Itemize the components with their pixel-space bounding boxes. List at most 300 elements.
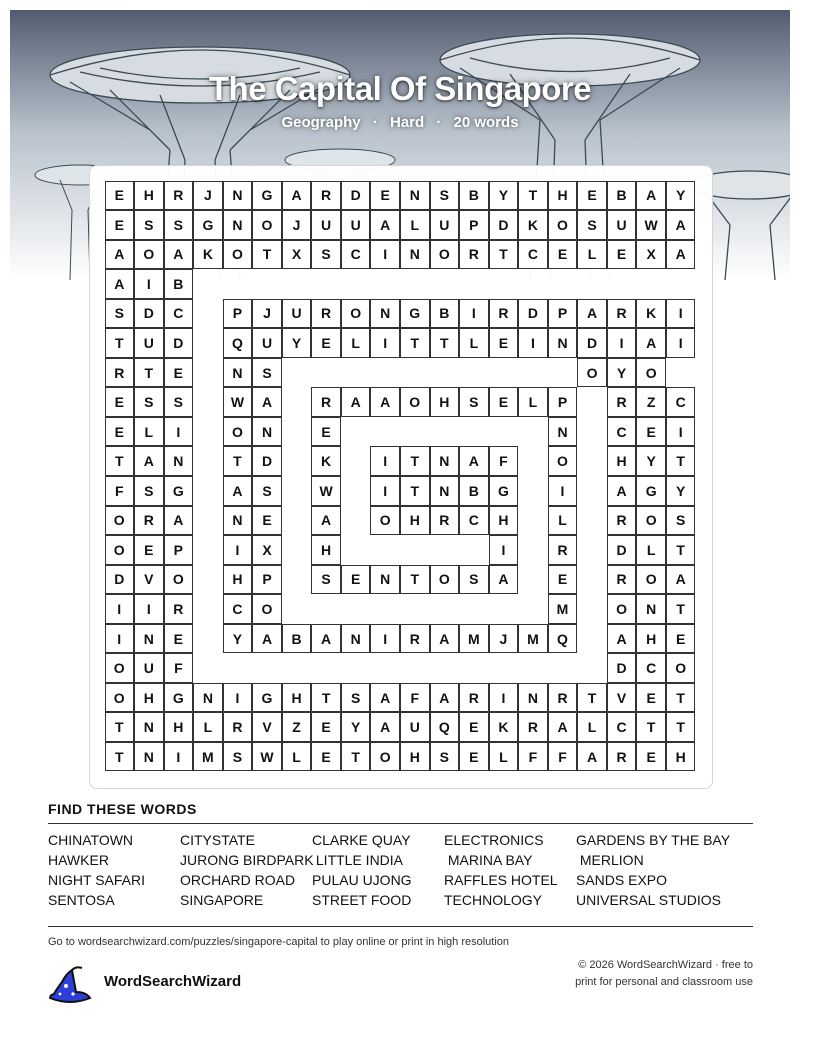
grid-cell[interactable]: A — [311, 624, 341, 654]
grid-cell[interactable]: T — [400, 476, 430, 506]
grid-cell[interactable]: E — [489, 328, 519, 358]
grid-cell[interactable]: L — [193, 712, 223, 742]
grid-cell[interactable]: S — [577, 210, 607, 240]
grid-cell[interactable]: T — [105, 446, 135, 476]
grid-cell[interactable]: N — [223, 358, 253, 388]
grid-cell[interactable]: N — [134, 712, 164, 742]
grid-cell[interactable]: S — [105, 299, 135, 329]
grid-cell[interactable]: N — [223, 210, 253, 240]
grid-cell[interactable]: C — [607, 712, 637, 742]
grid-cell[interactable]: E — [636, 683, 666, 713]
grid-cell[interactable]: C — [223, 594, 253, 624]
grid-cell[interactable]: C — [636, 653, 666, 683]
grid-cell[interactable]: R — [459, 683, 489, 713]
grid-cell[interactable]: O — [636, 358, 666, 388]
grid-cell[interactable]: N — [518, 683, 548, 713]
grid-cell[interactable]: S — [252, 358, 282, 388]
grid-cell[interactable]: D — [105, 565, 135, 595]
grid-cell[interactable]: D — [134, 299, 164, 329]
grid-cell[interactable]: A — [341, 387, 371, 417]
grid-cell[interactable]: G — [164, 683, 194, 713]
grid-cell[interactable]: I — [607, 328, 637, 358]
grid-cell[interactable]: N — [636, 594, 666, 624]
grid-cell[interactable]: P — [164, 535, 194, 565]
grid-cell[interactable]: L — [636, 535, 666, 565]
grid-cell[interactable]: Y — [607, 358, 637, 388]
grid-cell[interactable]: U — [282, 299, 312, 329]
grid-cell[interactable]: E — [164, 624, 194, 654]
grid-cell[interactable]: W — [636, 210, 666, 240]
grid-cell[interactable]: K — [489, 712, 519, 742]
grid-cell[interactable]: E — [459, 712, 489, 742]
grid-cell[interactable]: T — [636, 712, 666, 742]
grid-cell[interactable]: J — [193, 181, 223, 211]
grid-cell[interactable]: C — [518, 240, 548, 270]
grid-cell[interactable]: N — [370, 299, 400, 329]
grid-cell[interactable]: S — [134, 387, 164, 417]
grid-cell[interactable]: K — [311, 446, 341, 476]
grid-cell[interactable]: A — [636, 328, 666, 358]
grid-cell[interactable]: R — [489, 299, 519, 329]
grid-cell[interactable]: E — [370, 181, 400, 211]
grid-cell[interactable]: R — [223, 712, 253, 742]
grid-cell[interactable]: G — [400, 299, 430, 329]
grid-cell[interactable]: R — [518, 712, 548, 742]
grid-cell[interactable]: O — [105, 683, 135, 713]
grid-cell[interactable]: I — [105, 624, 135, 654]
grid-cell[interactable]: N — [193, 683, 223, 713]
grid-cell[interactable]: R — [459, 240, 489, 270]
grid-cell[interactable]: A — [577, 299, 607, 329]
grid-cell[interactable]: E — [636, 417, 666, 447]
grid-cell[interactable]: Y — [341, 712, 371, 742]
grid-cell[interactable]: A — [548, 712, 578, 742]
grid-cell[interactable]: P — [548, 387, 578, 417]
grid-cell[interactable]: T — [666, 683, 696, 713]
grid-cell[interactable]: O — [134, 240, 164, 270]
grid-cell[interactable]: E — [607, 240, 637, 270]
grid-cell[interactable]: A — [105, 269, 135, 299]
grid-cell[interactable]: A — [459, 446, 489, 476]
grid-cell[interactable]: A — [577, 742, 607, 772]
grid-cell[interactable]: I — [370, 328, 400, 358]
grid-cell[interactable]: H — [607, 446, 637, 476]
grid-cell[interactable]: A — [607, 624, 637, 654]
grid-cell[interactable]: O — [400, 387, 430, 417]
grid-cell[interactable]: A — [666, 210, 696, 240]
grid-cell[interactable]: X — [636, 240, 666, 270]
grid-cell[interactable]: T — [400, 446, 430, 476]
grid-cell[interactable]: A — [607, 476, 637, 506]
grid-cell[interactable]: Q — [223, 328, 253, 358]
grid-cell[interactable]: U — [607, 210, 637, 240]
grid-cell[interactable]: A — [666, 565, 696, 595]
grid-cell[interactable]: I — [164, 417, 194, 447]
grid-cell[interactable]: O — [636, 506, 666, 536]
grid-cell[interactable]: R — [607, 387, 637, 417]
grid-cell[interactable]: U — [311, 210, 341, 240]
grid-cell[interactable]: B — [282, 624, 312, 654]
grid-cell[interactable]: D — [164, 328, 194, 358]
grid-cell[interactable]: T — [666, 446, 696, 476]
grid-cell[interactable]: N — [252, 417, 282, 447]
grid-cell[interactable]: I — [370, 624, 400, 654]
grid-cell[interactable]: N — [341, 624, 371, 654]
grid-cell[interactable]: H — [164, 712, 194, 742]
grid-cell[interactable]: E — [489, 387, 519, 417]
grid-cell[interactable]: R — [548, 683, 578, 713]
grid-cell[interactable]: S — [341, 683, 371, 713]
grid-cell[interactable]: E — [459, 742, 489, 772]
grid-cell[interactable]: P — [459, 210, 489, 240]
grid-cell[interactable]: L — [489, 742, 519, 772]
grid-cell[interactable]: H — [282, 683, 312, 713]
grid-cell[interactable]: N — [134, 742, 164, 772]
grid-cell[interactable]: H — [548, 181, 578, 211]
grid-cell[interactable]: O — [370, 506, 400, 536]
grid-cell[interactable]: K — [193, 240, 223, 270]
grid-cell[interactable]: E — [548, 240, 578, 270]
grid-cell[interactable]: I — [164, 742, 194, 772]
grid-cell[interactable]: F — [164, 653, 194, 683]
grid-cell[interactable]: G — [252, 683, 282, 713]
grid-cell[interactable]: V — [607, 683, 637, 713]
grid-cell[interactable]: L — [459, 328, 489, 358]
grid-cell[interactable]: A — [370, 712, 400, 742]
grid-cell[interactable]: I — [489, 535, 519, 565]
grid-cell[interactable]: D — [577, 328, 607, 358]
grid-cell[interactable]: R — [311, 299, 341, 329]
grid-cell[interactable]: Y — [636, 446, 666, 476]
grid-cell[interactable]: T — [666, 594, 696, 624]
grid-cell[interactable]: I — [518, 328, 548, 358]
grid-cell[interactable]: S — [134, 476, 164, 506]
grid-cell[interactable]: T — [518, 181, 548, 211]
grid-cell[interactable]: I — [489, 683, 519, 713]
grid-cell[interactable]: A — [370, 210, 400, 240]
grid-cell[interactable]: G — [164, 476, 194, 506]
grid-cell[interactable]: I — [370, 446, 400, 476]
grid-cell[interactable]: R — [400, 624, 430, 654]
grid-cell[interactable]: O — [223, 417, 253, 447]
grid-cell[interactable]: R — [607, 506, 637, 536]
grid-cell[interactable]: T — [105, 742, 135, 772]
grid-cell[interactable]: L — [134, 417, 164, 447]
grid-cell[interactable]: D — [607, 653, 637, 683]
grid-cell[interactable]: A — [252, 387, 282, 417]
grid-cell[interactable]: E — [548, 565, 578, 595]
grid-cell[interactable]: T — [252, 240, 282, 270]
grid-cell[interactable]: R — [548, 535, 578, 565]
grid-cell[interactable]: R — [607, 742, 637, 772]
grid-cell[interactable]: C — [607, 417, 637, 447]
grid-cell[interactable]: U — [430, 210, 460, 240]
grid-cell[interactable]: E — [577, 181, 607, 211]
grid-cell[interactable]: E — [105, 210, 135, 240]
grid-cell[interactable]: N — [430, 446, 460, 476]
grid-cell[interactable]: W — [252, 742, 282, 772]
grid-cell[interactable]: R — [430, 506, 460, 536]
grid-cell[interactable]: T — [430, 328, 460, 358]
grid-cell[interactable]: G — [252, 181, 282, 211]
grid-cell[interactable]: D — [607, 535, 637, 565]
grid-cell[interactable]: B — [164, 269, 194, 299]
grid-cell[interactable]: E — [311, 742, 341, 772]
grid-cell[interactable]: H — [430, 387, 460, 417]
grid-cell[interactable]: F — [518, 742, 548, 772]
grid-cell[interactable]: O — [105, 506, 135, 536]
grid-cell[interactable]: E — [105, 181, 135, 211]
grid-cell[interactable]: S — [311, 240, 341, 270]
grid-cell[interactable]: N — [400, 240, 430, 270]
grid-cell[interactable]: N — [548, 328, 578, 358]
grid-cell[interactable]: T — [400, 328, 430, 358]
grid-cell[interactable]: E — [252, 506, 282, 536]
grid-cell[interactable]: J — [489, 624, 519, 654]
grid-cell[interactable]: A — [430, 683, 460, 713]
grid-cell[interactable]: X — [282, 240, 312, 270]
grid-cell[interactable]: O — [105, 535, 135, 565]
grid-cell[interactable]: C — [459, 506, 489, 536]
grid-cell[interactable]: O — [370, 742, 400, 772]
grid-cell[interactable]: U — [400, 712, 430, 742]
grid-cell[interactable]: M — [193, 742, 223, 772]
grid-cell[interactable]: O — [548, 446, 578, 476]
grid-cell[interactable]: C — [666, 387, 696, 417]
grid-cell[interactable]: I — [666, 328, 696, 358]
grid-cell[interactable]: P — [548, 299, 578, 329]
grid-cell[interactable]: U — [341, 210, 371, 240]
grid-cell[interactable]: S — [459, 565, 489, 595]
grid-cell[interactable]: S — [252, 476, 282, 506]
grid-cell[interactable]: A — [430, 624, 460, 654]
grid-cell[interactable]: A — [164, 506, 194, 536]
grid-cell[interactable]: J — [252, 299, 282, 329]
grid-cell[interactable]: E — [341, 565, 371, 595]
grid-cell[interactable]: B — [459, 181, 489, 211]
grid-cell[interactable]: U — [134, 328, 164, 358]
grid-cell[interactable]: S — [164, 210, 194, 240]
grid-cell[interactable]: S — [459, 387, 489, 417]
grid-cell[interactable]: O — [164, 565, 194, 595]
grid-cell[interactable]: W — [223, 387, 253, 417]
grid-cell[interactable]: L — [577, 240, 607, 270]
grid-cell[interactable]: L — [577, 712, 607, 742]
grid-cell[interactable]: K — [636, 299, 666, 329]
grid-cell[interactable]: N — [430, 476, 460, 506]
grid-cell[interactable]: L — [282, 742, 312, 772]
grid-cell[interactable]: A — [370, 683, 400, 713]
grid-cell[interactable]: H — [400, 506, 430, 536]
grid-cell[interactable]: F — [548, 742, 578, 772]
grid-cell[interactable]: A — [282, 181, 312, 211]
grid-cell[interactable]: I — [459, 299, 489, 329]
grid-cell[interactable]: Y — [223, 624, 253, 654]
grid-cell[interactable]: R — [311, 387, 341, 417]
grid-cell[interactable]: F — [489, 446, 519, 476]
grid-cell[interactable]: H — [134, 683, 164, 713]
grid-cell[interactable]: T — [223, 446, 253, 476]
grid-cell[interactable]: T — [489, 240, 519, 270]
grid-cell[interactable]: Y — [666, 181, 696, 211]
grid-cell[interactable]: E — [311, 712, 341, 742]
grid-cell[interactable]: E — [666, 624, 696, 654]
grid-cell[interactable]: M — [548, 594, 578, 624]
grid-cell[interactable]: T — [341, 742, 371, 772]
grid-cell[interactable]: O — [223, 240, 253, 270]
grid-cell[interactable]: L — [341, 328, 371, 358]
grid-cell[interactable]: A — [636, 181, 666, 211]
grid-cell[interactable]: R — [311, 181, 341, 211]
grid-cell[interactable]: D — [518, 299, 548, 329]
grid-cell[interactable]: T — [311, 683, 341, 713]
grid-cell[interactable]: Z — [282, 712, 312, 742]
grid-cell[interactable]: I — [548, 476, 578, 506]
grid-cell[interactable]: E — [311, 328, 341, 358]
grid-cell[interactable]: I — [370, 240, 400, 270]
grid-cell[interactable]: Y — [282, 328, 312, 358]
grid-cell[interactable]: Y — [666, 476, 696, 506]
grid-cell[interactable]: F — [400, 683, 430, 713]
grid-cell[interactable]: D — [252, 446, 282, 476]
grid-cell[interactable]: T — [577, 683, 607, 713]
grid-cell[interactable]: X — [252, 535, 282, 565]
grid-cell[interactable]: Z — [636, 387, 666, 417]
grid-cell[interactable]: U — [252, 328, 282, 358]
grid-cell[interactable]: A — [489, 565, 519, 595]
grid-cell[interactable]: S — [666, 506, 696, 536]
grid-cell[interactable]: O — [577, 358, 607, 388]
grid-cell[interactable]: T — [105, 328, 135, 358]
grid-cell[interactable]: R — [134, 506, 164, 536]
grid-cell[interactable]: H — [134, 181, 164, 211]
grid-cell[interactable]: N — [370, 565, 400, 595]
grid-cell[interactable]: N — [223, 506, 253, 536]
grid-cell[interactable]: R — [164, 181, 194, 211]
grid-cell[interactable]: T — [666, 712, 696, 742]
grid-cell[interactable]: P — [252, 565, 282, 595]
grid-cell[interactable]: O — [548, 210, 578, 240]
grid-cell[interactable]: B — [430, 299, 460, 329]
grid-cell[interactable]: S — [430, 181, 460, 211]
grid-cell[interactable]: C — [164, 299, 194, 329]
grid-cell[interactable]: H — [636, 624, 666, 654]
grid-cell[interactable]: H — [223, 565, 253, 595]
grid-cell[interactable]: H — [489, 506, 519, 536]
grid-cell[interactable]: S — [164, 387, 194, 417]
goto-link-text[interactable]: Go to wordsearchwizard.com/puzzles/singapore-capital to play online or print in high resolution — [48, 936, 510, 948]
grid-cell[interactable]: M — [518, 624, 548, 654]
grid-cell[interactable]: E — [134, 535, 164, 565]
grid-cell[interactable]: U — [134, 653, 164, 683]
grid-cell[interactable]: L — [548, 506, 578, 536]
grid-cell[interactable]: L — [518, 387, 548, 417]
grid-cell[interactable]: O — [666, 653, 696, 683]
grid-cell[interactable]: D — [489, 210, 519, 240]
grid-cell[interactable]: T — [105, 712, 135, 742]
grid-cell[interactable]: T — [400, 565, 430, 595]
grid-cell[interactable]: V — [252, 712, 282, 742]
grid-cell[interactable]: I — [223, 535, 253, 565]
grid-cell[interactable]: I — [666, 417, 696, 447]
grid-cell[interactable]: N — [223, 181, 253, 211]
grid-cell[interactable]: S — [223, 742, 253, 772]
grid-cell[interactable]: E — [105, 417, 135, 447]
grid-cell[interactable]: E — [164, 358, 194, 388]
grid-cell[interactable]: I — [105, 594, 135, 624]
grid-cell[interactable]: S — [134, 210, 164, 240]
grid-cell[interactable]: H — [400, 742, 430, 772]
grid-cell[interactable]: N — [134, 624, 164, 654]
grid-cell[interactable]: M — [459, 624, 489, 654]
grid-cell[interactable]: P — [223, 299, 253, 329]
grid-cell[interactable]: R — [105, 358, 135, 388]
grid-cell[interactable]: E — [636, 742, 666, 772]
grid-cell[interactable]: Q — [430, 712, 460, 742]
grid-cell[interactable]: R — [164, 594, 194, 624]
grid-cell[interactable]: I — [223, 683, 253, 713]
grid-cell[interactable]: N — [400, 181, 430, 211]
grid-cell[interactable]: R — [607, 565, 637, 595]
grid-cell[interactable]: Q — [548, 624, 578, 654]
grid-cell[interactable]: D — [341, 181, 371, 211]
grid-cell[interactable]: G — [636, 476, 666, 506]
grid-cell[interactable]: O — [105, 653, 135, 683]
grid-cell[interactable]: N — [164, 446, 194, 476]
grid-cell[interactable]: W — [311, 476, 341, 506]
grid-cell[interactable]: A — [252, 624, 282, 654]
grid-cell[interactable]: B — [459, 476, 489, 506]
grid-cell[interactable]: K — [518, 210, 548, 240]
grid-cell[interactable]: A — [105, 240, 135, 270]
grid-cell[interactable]: B — [607, 181, 637, 211]
grid-cell[interactable]: R — [607, 299, 637, 329]
grid-cell[interactable]: I — [370, 476, 400, 506]
grid-cell[interactable]: O — [607, 594, 637, 624]
grid-cell[interactable]: I — [134, 269, 164, 299]
grid-cell[interactable]: Y — [489, 181, 519, 211]
grid-cell[interactable]: S — [430, 742, 460, 772]
grid-cell[interactable]: H — [666, 742, 696, 772]
grid-cell[interactable]: T — [134, 358, 164, 388]
grid-cell[interactable]: O — [636, 565, 666, 595]
grid-cell[interactable]: G — [193, 210, 223, 240]
grid-cell[interactable]: O — [430, 565, 460, 595]
grid-cell[interactable]: A — [370, 387, 400, 417]
grid-cell[interactable]: H — [311, 535, 341, 565]
grid-cell[interactable]: A — [134, 446, 164, 476]
grid-cell[interactable]: L — [400, 210, 430, 240]
grid-cell[interactable]: E — [311, 417, 341, 447]
grid-cell[interactable]: A — [223, 476, 253, 506]
grid-cell[interactable]: V — [134, 565, 164, 595]
grid-cell[interactable]: I — [134, 594, 164, 624]
grid-cell[interactable]: A — [164, 240, 194, 270]
grid-cell[interactable]: G — [489, 476, 519, 506]
grid-cell[interactable]: J — [282, 210, 312, 240]
grid-cell[interactable]: C — [341, 240, 371, 270]
grid-cell[interactable]: I — [666, 299, 696, 329]
grid-cell[interactable]: A — [311, 506, 341, 536]
grid-cell[interactable]: O — [430, 240, 460, 270]
grid-cell[interactable]: O — [252, 210, 282, 240]
grid-cell[interactable]: E — [105, 387, 135, 417]
grid-cell[interactable]: T — [666, 535, 696, 565]
grid-cell[interactable]: O — [252, 594, 282, 624]
grid-cell[interactable]: F — [105, 476, 135, 506]
grid-cell[interactable]: N — [548, 417, 578, 447]
grid-cell[interactable]: O — [341, 299, 371, 329]
